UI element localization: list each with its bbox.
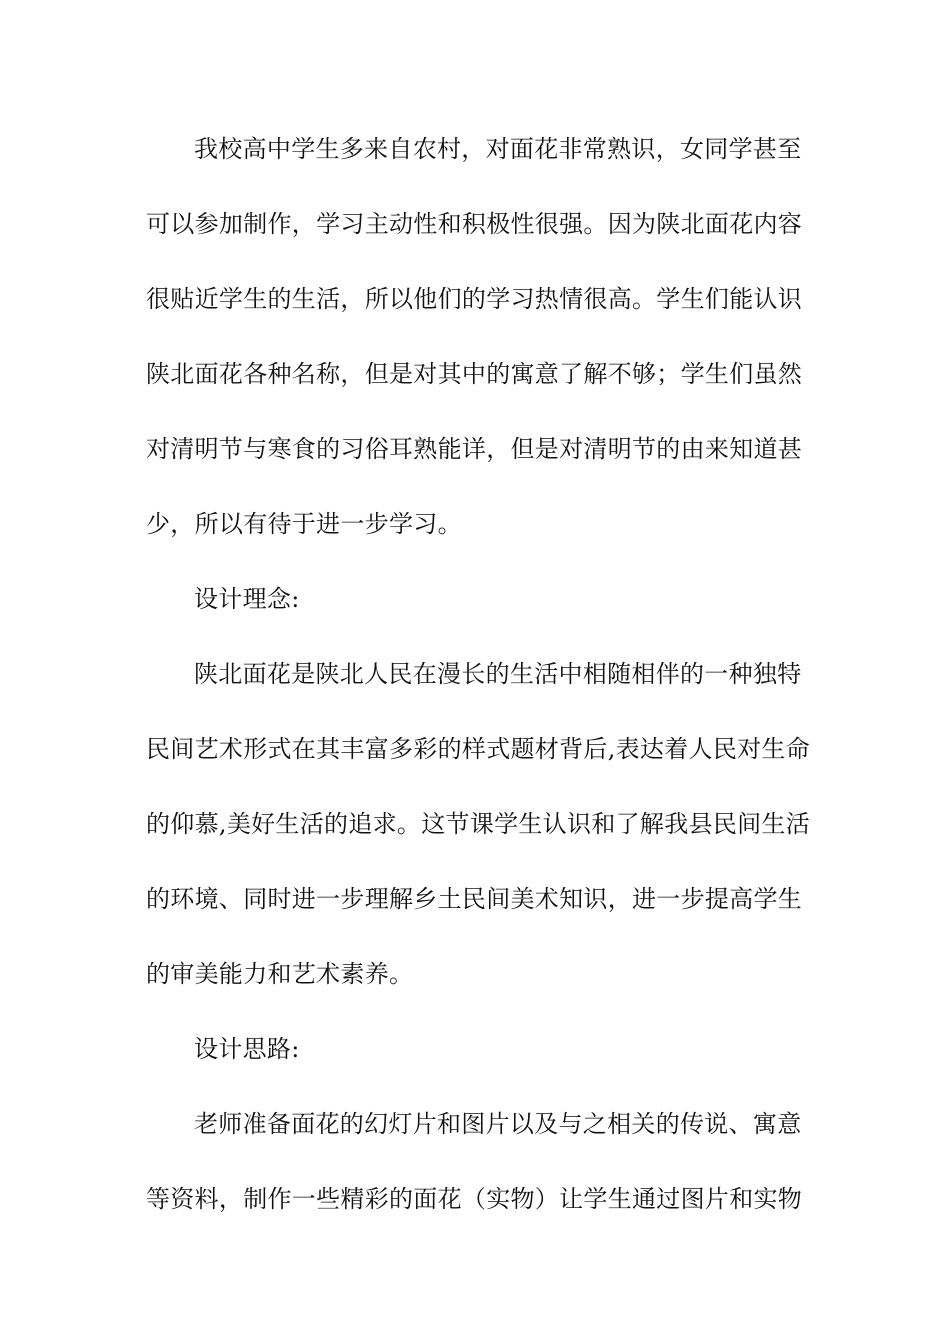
- text-line: 的环境、同时进一步理解乡土民间美术知识，进一步提高学生: [146, 885, 803, 913]
- text-line: 的审美能力和艺术素养。: [146, 960, 414, 988]
- heading-design-approach: [146, 1031, 806, 1068]
- paragraph-design-concept: [146, 656, 811, 993]
- text-line: 民间艺术形式在其丰富多彩的样式题材背后,表达着人民对生命: [146, 735, 811, 763]
- paragraph-student-background: [146, 131, 806, 543]
- paragraph-design-approach: [146, 1106, 806, 1218]
- text-line: 老师准备面花的幻灯片和图片以及与之相关的传说、寓意: [194, 1110, 802, 1138]
- text-line: 很贴近学生的生活，所以他们的学习热情很高。学生们能认识: [146, 285, 803, 313]
- body-text: [146, 131, 811, 1256]
- text-line: 设计理念:: [194, 585, 300, 613]
- text-line: 对清明节与寒食的习俗耳熟能详，但是对清明节的由来知道甚: [146, 435, 803, 463]
- text-line: 设计思路:: [194, 1035, 300, 1063]
- text-line: 陕北面花是陕北人民在漫长的生活中相随相伴的一种独特: [194, 660, 802, 688]
- text-line: 我校高中学生多来自农村，对面花非常熟识，女同学甚至: [194, 135, 802, 163]
- text-line: 少，所以有待于进一步学习。: [146, 510, 462, 538]
- heading-design-concept: [146, 581, 806, 618]
- text-line: 的仰慕,美好生活的追求。这节课学生认识和了解我县民间生活: [146, 810, 811, 838]
- text-line: 可以参加制作，学习主动性和积极性很强。因为陕北面花内容: [146, 210, 803, 238]
- text-line: 陕北面花各种名称，但是对其中的寓意了解不够；学生们虽然: [146, 360, 803, 388]
- text-line: 等资料，制作一些精彩的面花（实物）让学生通过图片和实物: [146, 1185, 803, 1213]
